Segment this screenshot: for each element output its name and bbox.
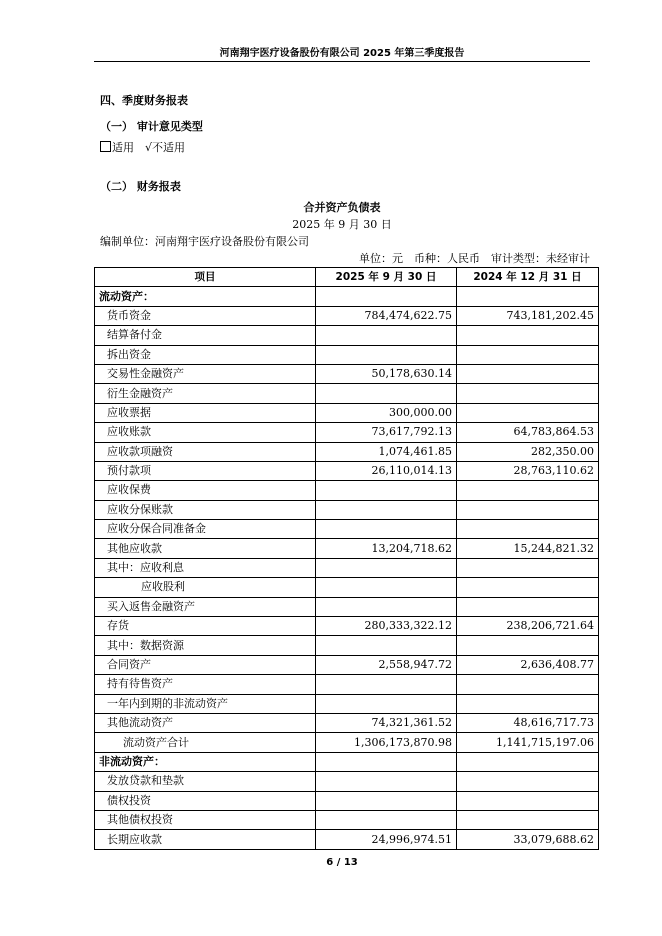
page-header: 河南翔宇医疗设备股份有限公司 2025 年第三季度报告 xyxy=(219,48,465,59)
row-label: 发放贷款和垫款 xyxy=(95,772,316,791)
table-row xyxy=(95,733,599,752)
row-value-prior: 238,206,721.64 xyxy=(457,617,599,636)
row-value-current xyxy=(316,287,457,306)
row-label: 应收票据 xyxy=(95,403,316,422)
table-row xyxy=(95,442,599,461)
table-row xyxy=(95,423,599,442)
row-value-prior xyxy=(457,326,599,345)
row-value-current: 1,306,173,870.98 xyxy=(316,733,457,752)
row-value-current xyxy=(316,578,457,597)
row-value-prior xyxy=(457,578,599,597)
row-value-prior: 64,783,864.53 xyxy=(457,423,599,442)
table-row xyxy=(95,578,599,597)
table-row xyxy=(95,403,599,422)
column-header-current: 2025 年 9 月 30 日 xyxy=(316,268,457,287)
table-row xyxy=(95,539,599,558)
table-row xyxy=(95,306,599,325)
table-row xyxy=(95,384,599,403)
row-value-current: 784,474,622.75 xyxy=(316,306,457,325)
row-label: 应收分保账款 xyxy=(95,500,316,519)
row-value-prior xyxy=(457,694,599,713)
row-label: 应收款项融资 xyxy=(95,442,316,461)
row-value-current xyxy=(316,520,457,539)
row-label: 应收分保合同准备金 xyxy=(95,520,316,539)
table-header-row xyxy=(95,268,599,287)
row-label: 存货 xyxy=(95,617,316,636)
row-value-prior xyxy=(457,558,599,577)
row-value-prior: 2,636,408.77 xyxy=(457,655,599,674)
row-label: 一年内到期的非流动资产 xyxy=(95,694,316,713)
table-row xyxy=(95,326,599,345)
option-apply: 适用 xyxy=(112,141,134,154)
table-row xyxy=(95,558,599,577)
row-label: 应收保费 xyxy=(95,481,316,500)
balance-sheet-table xyxy=(94,267,599,850)
row-value-prior xyxy=(457,675,599,694)
row-value-current: 26,110,014.13 xyxy=(316,461,457,480)
column-header-item: 项目 xyxy=(95,268,316,287)
header-rule xyxy=(94,61,590,62)
compiler-line: 编制单位：河南翔宇医疗设备股份有限公司 xyxy=(100,235,309,248)
row-value-prior xyxy=(457,636,599,655)
table-row xyxy=(95,481,599,500)
row-value-prior: 33,079,688.62 xyxy=(457,830,599,849)
table-row xyxy=(95,810,599,829)
row-label: 其中：数据资源 xyxy=(95,636,316,655)
row-label: 结算备付金 xyxy=(95,326,316,345)
row-value-prior: 743,181,202.45 xyxy=(457,306,599,325)
row-label: 应收账款 xyxy=(95,423,316,442)
report-date: 2025 年 9 月 30 日 xyxy=(292,218,392,231)
row-label: 预付款项 xyxy=(95,461,316,480)
table-row xyxy=(95,636,599,655)
row-value-prior xyxy=(457,364,599,383)
row-label: 其中：应收利息 xyxy=(95,558,316,577)
row-value-current xyxy=(316,326,457,345)
row-label: 非流动资产： xyxy=(95,752,316,771)
row-value-current: 13,204,718.62 xyxy=(316,539,457,558)
checkbox-icon xyxy=(100,141,111,152)
row-value-current: 1,074,461.85 xyxy=(316,442,457,461)
row-label: 流动资产合计 xyxy=(95,733,316,752)
audit-opinion-heading: （一） 审计意见类型 xyxy=(100,120,203,133)
table-row xyxy=(95,655,599,674)
row-value-prior xyxy=(457,597,599,616)
table-row xyxy=(95,617,599,636)
table-row xyxy=(95,791,599,810)
row-value-current xyxy=(316,481,457,500)
row-label: 衍生金融资产 xyxy=(95,384,316,403)
table-row xyxy=(95,713,599,732)
financial-statements-heading: （二） 财务报表 xyxy=(100,180,181,193)
row-value-prior: 15,244,821.32 xyxy=(457,539,599,558)
row-label: 交易性金融资产 xyxy=(95,364,316,383)
section-title-financial-statements: 四、季度财务报表 xyxy=(100,94,188,107)
row-value-current: 280,333,322.12 xyxy=(316,617,457,636)
row-label: 其他债权投资 xyxy=(95,810,316,829)
row-label: 其他应收款 xyxy=(95,539,316,558)
row-label: 拆出资金 xyxy=(95,345,316,364)
row-value-prior xyxy=(457,345,599,364)
row-value-current: 24,996,974.51 xyxy=(316,830,457,849)
page-number: 6 / 13 xyxy=(326,857,358,868)
row-label: 其他流动资产 xyxy=(95,713,316,732)
row-value-current xyxy=(316,384,457,403)
row-value-current xyxy=(316,752,457,771)
row-value-prior xyxy=(457,772,599,791)
row-value-prior xyxy=(457,520,599,539)
row-value-current xyxy=(316,558,457,577)
row-value-current: 73,617,792.13 xyxy=(316,423,457,442)
table-row xyxy=(95,830,599,849)
row-value-prior: 1,141,715,197.06 xyxy=(457,733,599,752)
row-value-current xyxy=(316,345,457,364)
audit-options xyxy=(100,139,185,155)
row-value-current: 74,321,361.52 xyxy=(316,713,457,732)
row-value-current xyxy=(316,791,457,810)
row-value-prior xyxy=(457,500,599,519)
row-label: 流动资产： xyxy=(95,287,316,306)
table-row xyxy=(95,345,599,364)
row-label: 应收股利 xyxy=(95,578,316,597)
table-row xyxy=(95,675,599,694)
table-row xyxy=(95,694,599,713)
row-value-prior xyxy=(457,791,599,810)
row-value-current xyxy=(316,772,457,791)
row-label: 货币资金 xyxy=(95,306,316,325)
row-value-prior xyxy=(457,403,599,422)
unit-line: 单位：元 币种：人民币 审计类型：未经审计 xyxy=(359,252,590,265)
row-value-current: 50,178,630.14 xyxy=(316,364,457,383)
row-label: 长期应收款 xyxy=(95,830,316,849)
row-value-current xyxy=(316,636,457,655)
table-row xyxy=(95,287,599,306)
row-value-current xyxy=(316,694,457,713)
table-row xyxy=(95,520,599,539)
row-value-current xyxy=(316,675,457,694)
table-row xyxy=(95,461,599,480)
row-value-current: 2,558,947.72 xyxy=(316,655,457,674)
table-row xyxy=(95,772,599,791)
row-value-prior xyxy=(457,481,599,500)
row-value-prior: 28,763,110.62 xyxy=(457,461,599,480)
table-row xyxy=(95,597,599,616)
column-header-prior: 2024 年 12 月 31 日 xyxy=(457,268,599,287)
row-label: 债权投资 xyxy=(95,791,316,810)
table-row xyxy=(95,752,599,771)
row-label: 持有待售资产 xyxy=(95,675,316,694)
row-value-prior xyxy=(457,810,599,829)
row-value-prior xyxy=(457,384,599,403)
row-value-prior xyxy=(457,287,599,306)
row-value-prior: 48,616,717.73 xyxy=(457,713,599,732)
row-value-current: 300,000.00 xyxy=(316,403,457,422)
table-row xyxy=(95,364,599,383)
row-label: 买入返售金融资产 xyxy=(95,597,316,616)
row-label: 合同资产 xyxy=(95,655,316,674)
row-value-current xyxy=(316,810,457,829)
option-not-apply: √不适用 xyxy=(145,141,186,154)
row-value-prior: 282,350.00 xyxy=(457,442,599,461)
table-row xyxy=(95,500,599,519)
row-value-prior xyxy=(457,752,599,771)
table-title: 合并资产负债表 xyxy=(303,201,381,214)
row-value-current xyxy=(316,597,457,616)
row-value-current xyxy=(316,500,457,519)
